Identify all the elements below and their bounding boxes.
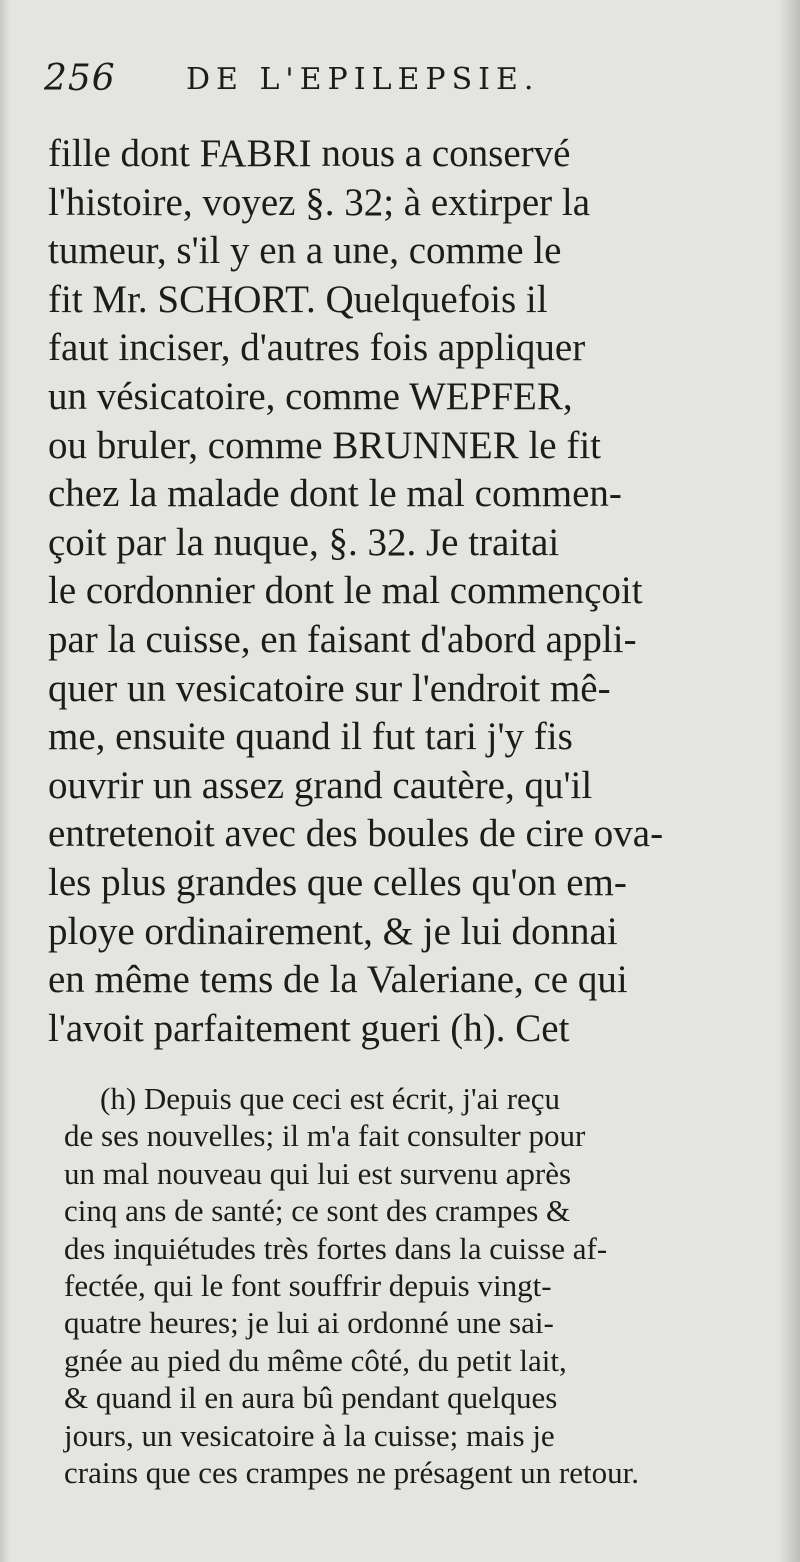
text-line: le cordonnier dont le mal commençoit [48, 569, 643, 613]
text-line: tumeur, s'il y en a une, comme le [48, 229, 562, 273]
text-line: ploye ordinairement, & je lui donnai [48, 909, 618, 953]
text-line: en même tems de la Valeriane, ce qui [48, 958, 628, 1002]
footnote-line: quatre heures; je lui ai ordonné une sai- [64, 1305, 554, 1341]
text-line: ouvrir un assez grand cautère, qu'il [48, 763, 593, 807]
page-header [44, 58, 744, 108]
footnote-line: jours, un vesicatoire à la cuisse; mais je [64, 1417, 555, 1453]
text-line: çoit par la nuque, §. 32. Je traitai [48, 520, 560, 564]
footnote-line: crains que ces crampes ne présagent un retour. [64, 1454, 639, 1490]
text-line: ou bruler, comme BRUNNER le fit [48, 423, 602, 467]
text-line: chez la malade dont le mal commen- [48, 472, 622, 516]
page-left-edge [0, 0, 10, 1562]
text-line: faut inciser, d'autres fois appliquer [48, 326, 586, 370]
running-title: DE L'EPILEPSIE. [186, 62, 540, 97]
text-line: l'histoire, voyez §. 32; à extirper la [48, 180, 591, 224]
footnote-line: cinq ans de santé; ce sont des crampes & [64, 1193, 571, 1229]
footnote-line: gnée au pied du même côté, du petit lait, [64, 1342, 567, 1378]
page-number: 256 [44, 58, 116, 99]
text-line: les plus grandes que celles qu'on em- [48, 860, 627, 904]
footnote-line: des inquiétudes très fortes dans la cuisse af- [64, 1230, 608, 1266]
footnote-line: & quand il en aura bû pendant quelques [64, 1380, 558, 1416]
footnote-line: (h) Depuis que ceci est écrit, j'ai reçu [100, 1081, 561, 1116]
text-line: par la cuisse, en faisant d'abord appli- [48, 617, 637, 661]
text-line: fit Mr. SCHORT. Quelquefois il [48, 277, 548, 321]
footnote [64, 1080, 752, 1491]
footnote-line: de ses nouvelles; il m'a fait consulter pour [64, 1118, 586, 1154]
text-line: l'avoit parfaitement gueri (h). Cet [48, 1006, 570, 1050]
text-line: fille dont FABRI nous a conservé [48, 132, 571, 175]
main-text [48, 130, 736, 1053]
text-line: un vésicatoire, comme WEPFER, [48, 374, 573, 418]
page-right-edge [778, 0, 800, 1562]
footnote-line: fectée, qui le font souffrir depuis vingt- [64, 1267, 552, 1303]
text-line: me, ensuite quand il fut tari j'y fis [48, 715, 573, 759]
text-line: entretenoit avec des boules de cire ova- [48, 812, 664, 856]
text-line: quer un vesicatoire sur l'endroit mê- [48, 666, 611, 710]
footnote-line: un mal nouveau qui lui est survenu après [64, 1155, 572, 1191]
